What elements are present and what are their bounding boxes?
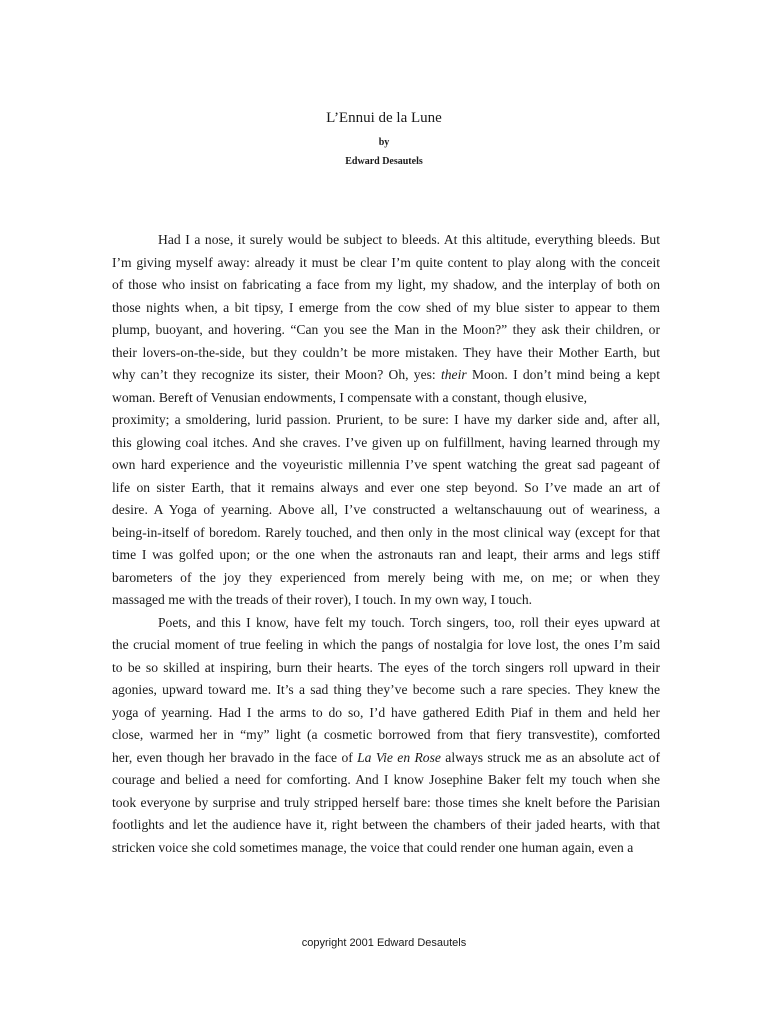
text-line <box>112 364 660 387</box>
text-line <box>112 477 660 500</box>
text-run: Moon. I don’t mind being a kept <box>466 367 660 382</box>
text-line <box>112 679 660 702</box>
text-run: I’m giving myself away: already it must be clear I’m quite content to play along with the conceit <box>112 254 660 270</box>
text-run: those nights when, a bit tipsy, I emerge from the cow shed of my blue sister to appear to them <box>112 299 660 315</box>
text-line <box>112 522 660 545</box>
text-line <box>112 387 660 410</box>
text-run: desire. A Yoga of yearning. Above all, I’ve constructed a weltanschauung out of weariness, a <box>112 502 660 517</box>
text-line <box>112 319 660 342</box>
text-run: agonies, upward toward me. It’s a sad thing they’ve become such a rare species. They knew the <box>112 682 660 697</box>
text-run: massaged me with the treads of their rover), I touch. In my own way, I touch. <box>112 592 533 607</box>
text-run: the crucial moment of true feeling in which the pangs of nostalgia for love lost, the ones I’m said <box>112 637 660 652</box>
text-line <box>112 769 660 792</box>
text-run: Poets, and this I know, have felt my touch. Torch singers, too, roll their eyes upward at <box>158 614 660 630</box>
text-line <box>112 657 660 680</box>
text-run: stricken voice she cold sometimes manage, the voice that could render one human again, even a <box>112 839 634 855</box>
text-run: proximity; a smoldering, lurid passion. Prurient, to be sure: I have my darker side and, after all, <box>112 412 660 427</box>
text-run: own hard experience and the voyeuristic millennia I’ve spent watching the great sad pageant of <box>112 457 660 472</box>
text-run: yoga of yearning. Had I the arms to do so, I’d have gathered Edith Piaf in them and held her <box>112 704 660 720</box>
text-run: took everyone by surprise and truly stripped herself bare: those times she knelt before the Parisian <box>112 794 660 810</box>
document-title: L’Ennui de la Lune <box>326 110 442 126</box>
text-line <box>112 724 660 747</box>
text-run: why can’t they recognize its sister, their Moon? Oh, yes: <box>112 367 441 382</box>
italic-text: La Vie en Rose <box>357 749 441 765</box>
text-run: close, warmed her in “my” light (a cosmetic borrowed from that fiery transvestite), comforted <box>112 727 660 742</box>
text-line <box>112 589 660 612</box>
text-run: their lovers-on-the-side, but they couldn’t be more mistaken. They have their Mother Earth, but <box>112 344 660 360</box>
text-line <box>112 342 660 365</box>
text-line <box>112 252 660 275</box>
text-run: her, even though her bravado in the face of <box>112 749 358 765</box>
text-run: always struck me as an absolute act of <box>440 749 660 765</box>
text-run: footlights and let the audience have it, right between the chambers of their jaded hearts, with that <box>112 817 660 832</box>
text-run: to be so skilled at inspiring, burn their hearts. The eyes of the torch singers roll upward in their <box>112 659 660 675</box>
text-line <box>112 432 660 455</box>
text-line <box>112 702 660 725</box>
text-run: of those who insist on fabricating a face from my light, my shadow, and the interplay of both on <box>112 277 660 292</box>
text-line <box>112 274 660 297</box>
text-run: being-in-itself of boredom. Rarely touched, and then only in the most clinical way (except for that <box>112 524 660 540</box>
text-line <box>112 567 660 590</box>
text-line <box>112 499 660 522</box>
author-name: Edward Desautels <box>345 156 423 167</box>
text-run: courage and belied a need for comforting. And I know Josephine Baker felt my touch when she <box>112 772 660 787</box>
text-line <box>112 634 660 657</box>
text-run: barometers of the joy they experienced from merely being with me, on me; or when they <box>112 569 660 585</box>
text-line <box>112 792 660 815</box>
text-line <box>112 837 660 860</box>
copyright-footer: copyright 2001 Edward Desautels <box>301 937 467 949</box>
text-line <box>112 409 660 432</box>
text-run: this glowing coal itches. And she craves. I’ve given up on fulfillment, having learned through my <box>112 434 660 450</box>
text-run: woman. Bereft of Venusian endowments, I compensate with a constant, though elusive, <box>112 389 588 405</box>
text-line <box>112 454 660 477</box>
italic-text: their <box>440 367 467 382</box>
byline: by <box>378 137 390 148</box>
text-line <box>112 612 660 635</box>
body-text <box>112 229 660 859</box>
text-run: life on sister Earth, that it remains always and ever one step beyond. So I’ve made an art of <box>112 479 660 495</box>
text-line <box>112 229 660 252</box>
text-run: time I was golfed upon; or the one when the astronauts ran and leapt, their arms and legs stiff <box>112 547 660 562</box>
text-run: Had I a nose, it surely would be subject to bleeds. At this altitude, everything bleeds. But <box>158 232 660 247</box>
text-line <box>112 544 660 567</box>
text-line <box>112 747 660 770</box>
text-line <box>112 297 660 320</box>
text-run: plump, buoyant, and hovering. “Can you see the Man in the Moon?” they ask their children, or <box>112 322 660 337</box>
text-line <box>112 814 660 837</box>
